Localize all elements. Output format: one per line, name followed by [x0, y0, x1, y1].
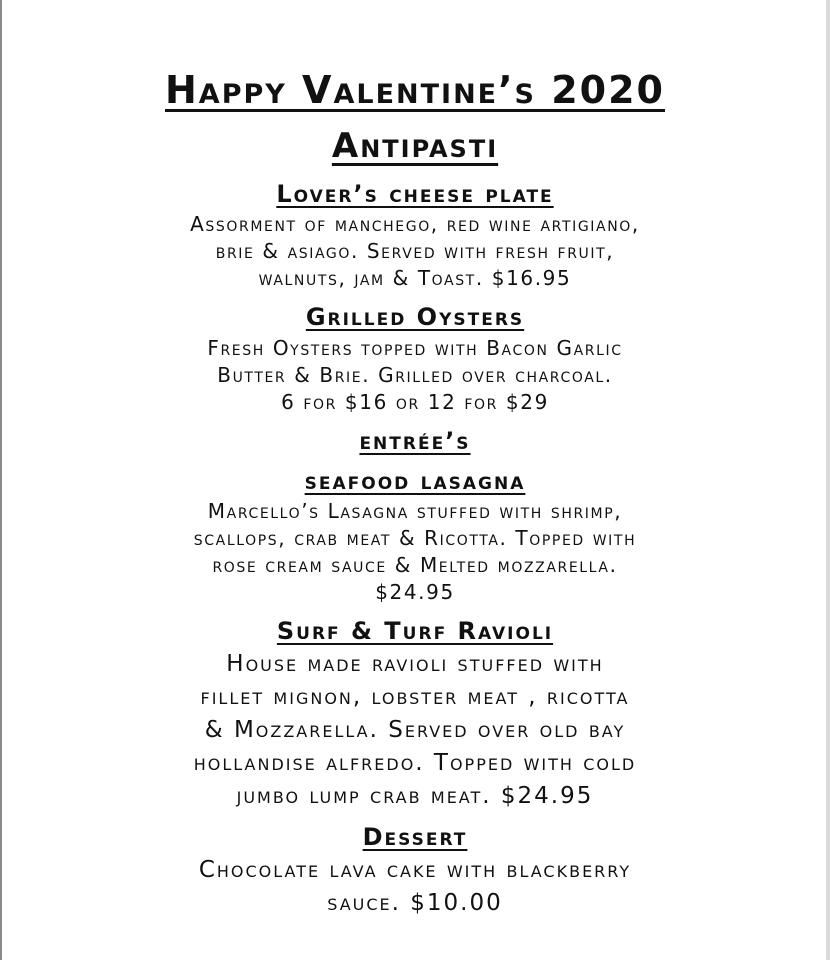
- menu-title: Happy Valentine’s 2020: [165, 68, 665, 112]
- description-line: hollandise alfredo. Topped with cold: [193, 750, 637, 776]
- description-line: walnuts, jam & Toast. $16.95: [258, 266, 572, 290]
- description-line: House made ravioli stuffed with: [226, 651, 604, 677]
- description-line: jumbo lump crab meat. $24.95: [236, 783, 594, 809]
- dessert-description: [0, 854, 830, 920]
- cheese-plate-description: [0, 211, 830, 292]
- entrees-heading: entrée’s: [359, 427, 471, 455]
- description-line: $24.95: [375, 580, 455, 604]
- description-line: rose cream sauce & Melted mozzarella.: [212, 553, 618, 577]
- description-line: Chocolate lava cake with blackberry: [198, 857, 632, 883]
- description-line: Butter & Brie. Grilled over charcoal.: [217, 363, 613, 387]
- description-line: fillet mignon, lobster meat , ricotta: [200, 684, 630, 710]
- lasagna-title: seafood lasagna: [304, 467, 526, 495]
- oysters-title: Grilled Oysters: [305, 303, 525, 331]
- description-line: 6 for $16 or 12 for $29: [281, 390, 549, 414]
- description-line: Assorment of manchego, red wine artigiano,: [190, 212, 640, 236]
- description-line: Marcello’s Lasagna stuffed with shrimp,: [207, 499, 623, 523]
- description-line: sauce. $10.00: [327, 890, 503, 916]
- lasagna-description: [0, 498, 830, 606]
- description-line: brie & asiago. Served with fresh fruit,: [215, 239, 615, 263]
- oysters-description: [0, 335, 830, 416]
- antipasti-heading: Antipasti: [331, 126, 499, 166]
- ravioli-title: Surf & Turf Ravioli: [276, 617, 554, 645]
- ravioli-description: [0, 648, 830, 813]
- description-line: & Mozzarella. Served over old bay: [204, 717, 626, 743]
- description-line: Fresh Oysters topped with Bacon Garlic: [207, 336, 623, 360]
- description-line: scallops, crab meat & Ricotta. Topped with: [193, 526, 637, 550]
- dessert-heading: Dessert: [362, 823, 468, 851]
- cheese-plate-title: Lover’s cheese plate: [276, 180, 554, 208]
